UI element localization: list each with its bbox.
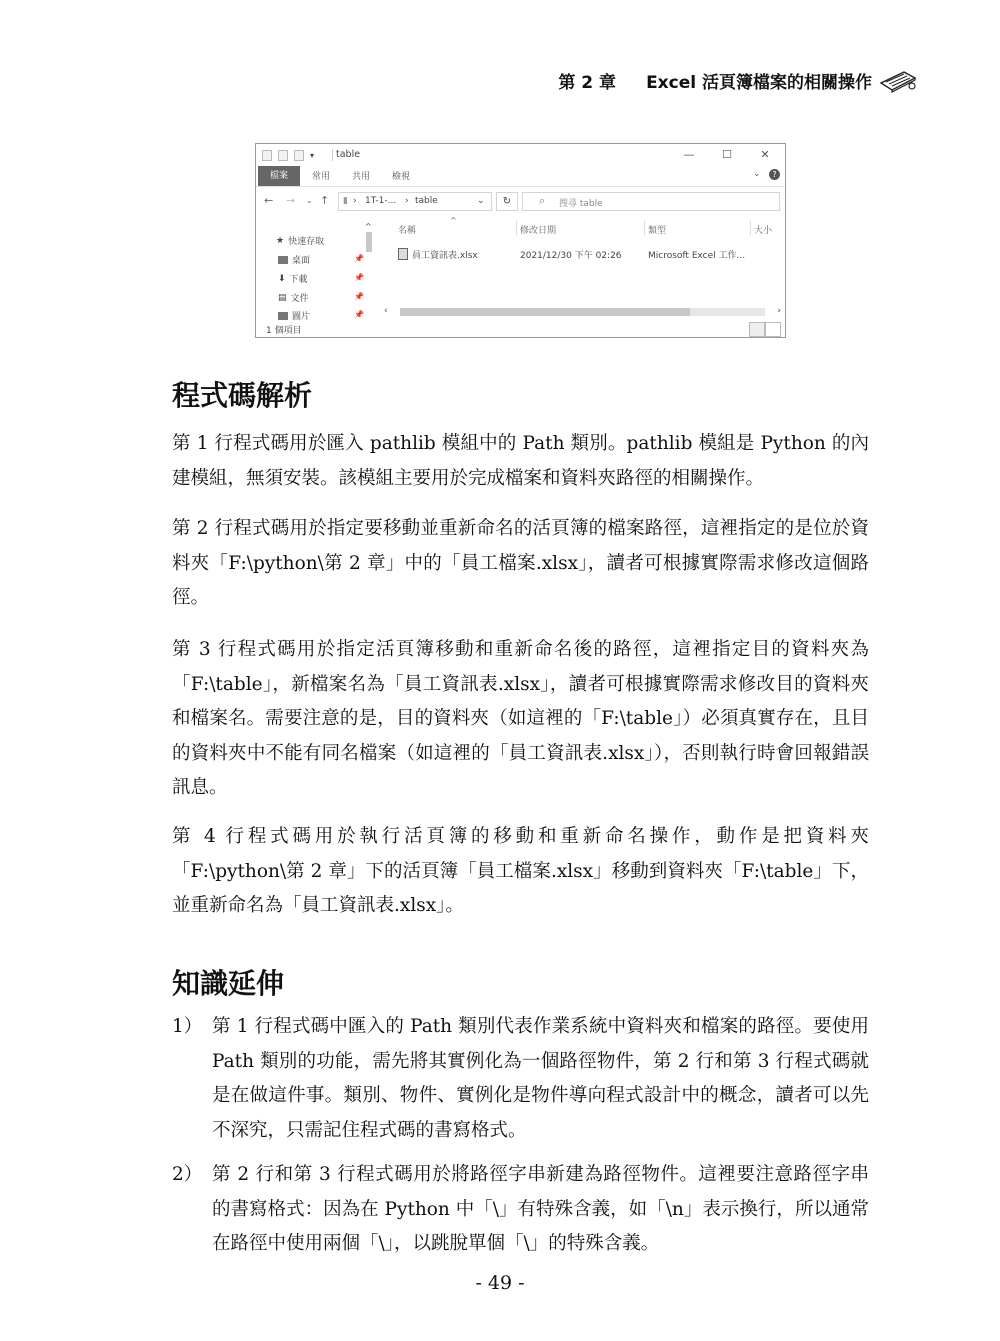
- keyboard-icon: [878, 69, 918, 93]
- forward-icon: →: [286, 194, 296, 207]
- nav-quick-access: ★ 快速存取: [276, 235, 325, 247]
- column-modified: 修改日期: [520, 226, 557, 236]
- list-text: 第 1 行程式碼中匯入的 Path 類別代表作業系統中資料夾和檔案的路徑。要使用 Path 類別的功能，需先將其實例化為一個路徑物件，第 2 行和第 3 行程式碼就是在做這件事。類別、物件、實例化是物件導向程式設計中的概念，讀者可以先不深究，只需記住程式碼的書寫格式。: [212, 1016, 869, 1141]
- details-view-icon: [749, 322, 765, 337]
- paragraph: 第 4 行程式碼用於執行活頁簿的移動和重新命名操作，動作是把資料夾「F:\python\第 2 章」下的活頁簿「員工檔案.xlsx」移動到資料夾「F:\table」下，並重新命名為「員工資訊表.xlsx」。: [172, 826, 869, 916]
- search-placeholder: 搜尋 table: [559, 199, 603, 209]
- list-number: 1）: [172, 1016, 203, 1037]
- chapter-label: 第 2 章: [558, 73, 617, 93]
- column-type: 類型: [648, 226, 667, 236]
- paragraph: 第 3 行程式碼用於指定活頁簿移動和重新命名後的路徑，這裡指定目的資料夾為「F:\table」，新檔案名為「員工資訊表.xlsx」，讀者可根據實際需求修改目的資料夾和檔案名。需要注意的是，目的資料夾（如這裡的「F:\table」）必須真實存在，且目的資料夾中不能有同名檔案（如這裡的「員工資訊表.xlsx」），否則執行時會回報錯誤訊息。: [172, 639, 869, 798]
- list-text: 第 2 行和第 3 行程式碼用於將路徑字串新建為路徑物件。這裡要注意路徑字串的書寫格式：因為在 Python 中「\」有特殊含義，如「\n」表示換行，所以通常在路徑中使用兩個「\」，以跳脫單個「\」的特殊含義。: [212, 1164, 869, 1254]
- pin-icon: 📌: [354, 310, 364, 319]
- status-bar: [256, 321, 785, 337]
- ribbon: [256, 166, 785, 187]
- file-modified: 2021/12/30 下午 02:26: [520, 251, 622, 261]
- minimize-icon: —: [683, 148, 695, 161]
- nav-pictures: 圖片: [278, 309, 310, 322]
- file-list: [380, 216, 785, 316]
- back-icon: ←: [264, 194, 274, 207]
- download-icon: ⬇: [278, 273, 286, 284]
- document-icon: ▤: [278, 292, 287, 303]
- window-title: table: [336, 149, 361, 160]
- vertical-scrollbar: ^: [364, 222, 374, 312]
- paragraph: 第 1 行程式碼用於匯入 pathlib 模組中的 Path 類別。pathlib 模組是 Python 的內建模組，無須安裝。該模組主要用於完成檔案和資料夾路徑的相關操作。: [172, 433, 869, 489]
- sort-icon: ^: [450, 216, 457, 225]
- navigation-pane: [256, 216, 380, 322]
- list-item: [172, 1010, 869, 1148]
- file-row: [380, 246, 785, 260]
- help-icon: ?: [769, 169, 780, 180]
- maximize-icon: ☐: [722, 148, 732, 161]
- explorer-screenshot: [255, 143, 786, 338]
- item-count: 1 個項目: [266, 326, 302, 336]
- section-title-code-analysis: 程式碼解析: [172, 379, 313, 412]
- chevron-down-icon: ⌄: [753, 169, 761, 179]
- file-name: 員工資訊表.xlsx: [412, 251, 478, 261]
- tab-file: 檔案: [258, 166, 300, 186]
- file-type: Microsoft Excel 工作...: [648, 251, 746, 261]
- folder-icon: [262, 150, 272, 161]
- pin-icon: 📌: [354, 254, 364, 263]
- refresh-icon: ↻: [496, 192, 518, 211]
- excel-file-icon: [398, 248, 408, 260]
- tab-share: 共用: [352, 172, 371, 182]
- star-icon: ★: [276, 235, 285, 246]
- chevron-down-icon: ⌄: [477, 196, 485, 206]
- page-number: - 49 -: [475, 1272, 525, 1294]
- list-number: 2）: [172, 1164, 203, 1185]
- large-icons-view-icon: [765, 322, 781, 337]
- search-box: [522, 192, 780, 211]
- folder-icon: [294, 150, 304, 161]
- horizontal-scrollbar: ‹ ›: [384, 306, 781, 316]
- pin-icon: 📌: [354, 292, 364, 301]
- address-part: table: [415, 196, 438, 206]
- chevron-down-icon: ⌄: [306, 196, 313, 205]
- desktop-icon: [278, 256, 288, 264]
- tab-view: 檢視: [392, 172, 411, 182]
- section-title-knowledge-extension: 知識延伸: [172, 967, 285, 1000]
- picture-icon: [278, 312, 288, 320]
- running-header: [558, 68, 918, 93]
- title-bar: [256, 144, 785, 166]
- close-icon: ✕: [760, 148, 770, 161]
- chapter-title: Excel 活頁簿檔案的相關操作: [646, 73, 872, 93]
- column-size: 大小: [754, 226, 773, 236]
- dropdown-icon: ▾: [310, 151, 315, 160]
- address-box: ▮ › 1T-1-... › table ⌄: [338, 192, 492, 211]
- paragraph: 第 2 行程式碼用於指定要移動並重新命名的活頁簿的檔案路徑，這裡指定的是位於資料夾「F:\python\第 2 章」中的「員工檔案.xlsx」，讀者可根據實際需求修改這個路徑。: [172, 518, 869, 608]
- check-icon: [278, 150, 288, 161]
- nav-documents: ▤ 文件: [278, 292, 309, 304]
- address-bar-row: [256, 190, 785, 212]
- nav-desktop: 桌面: [278, 253, 310, 266]
- column-name: 名稱: [398, 226, 417, 236]
- up-icon: ↑: [320, 194, 330, 207]
- folder-icon: ▮: [343, 196, 348, 206]
- nav-downloads: ⬇ 下載: [278, 273, 308, 285]
- list-item: [172, 1158, 869, 1262]
- pin-icon: 📌: [354, 273, 364, 282]
- address-part: 1T-1-...: [365, 196, 397, 206]
- tab-home: 常用: [312, 172, 331, 182]
- search-icon: ⌕: [539, 194, 546, 207]
